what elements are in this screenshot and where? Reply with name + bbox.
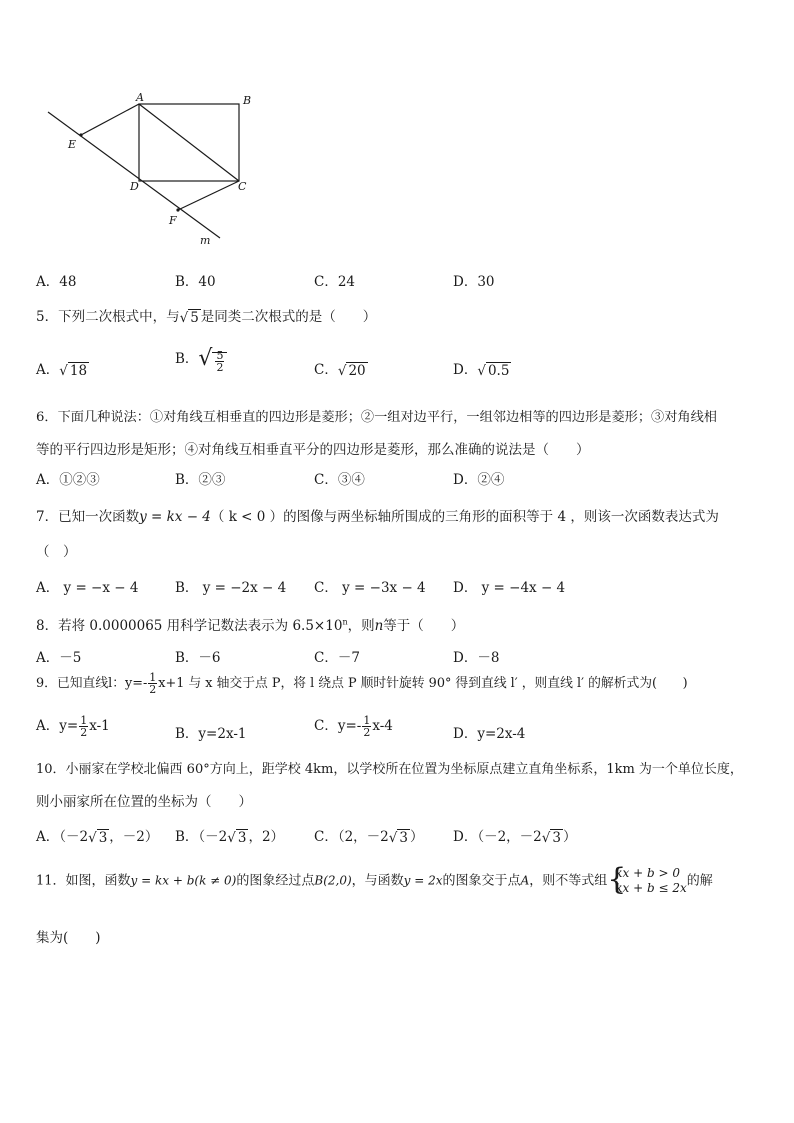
q10-line-2: 则小丽家所在位置的坐标为（ ） <box>36 794 252 810</box>
q4-option-c[interactable]: C．24 <box>314 274 356 290</box>
q5-option-a[interactable]: A．√ 18 <box>36 362 88 379</box>
label-d: D <box>130 180 139 193</box>
q6-option-b[interactable]: B．②③ <box>175 472 226 488</box>
q10-option-d[interactable]: D．（－2，－2√ 3 ） <box>453 829 577 846</box>
q7-option-c[interactable]: C． y = −3x − 4 <box>314 580 426 596</box>
diagonal-ac <box>139 104 239 181</box>
label-c: C <box>238 180 247 193</box>
q9-option-d[interactable]: D．y=2x-4 <box>453 726 526 742</box>
q11-question: 11．如图，函数y = kx + b(k ≠ 0)的图象经过点B(2,0)，与函数y = 2x的图象交于点A，则不等式组 { kx + b > 0 kx + b ≤ 2x 的解 <box>36 862 713 897</box>
q6-option-a[interactable]: A．①②③ <box>36 472 100 488</box>
q8-option-c[interactable]: C．－7 <box>314 650 360 666</box>
segment-ae <box>81 104 139 135</box>
label-f: F <box>169 214 177 227</box>
q6-line-2: 等的平行四边形是矩形；④对角线互相垂直平分的四边形是菱形，那么准确的说法是（ ） <box>36 442 590 458</box>
inequality-system: { kx + b > 0 kx + b ≤ 2x <box>607 862 687 897</box>
geometry-figure <box>40 88 252 248</box>
q6-line-1: 6．下面几种说法：①对角线互相垂直的四边形是菱形；②一组对边平行，一组邻边相等的四边形是菱形；③对角线相 <box>36 410 717 425</box>
label-a: A <box>136 91 144 104</box>
q9-option-c[interactable]: C．y=- $\frac{1}{2}$ x-4 <box>314 714 393 739</box>
q10-option-c[interactable]: C．（2，－2√ 3 ） <box>314 829 424 846</box>
segment-cf <box>178 181 239 210</box>
q5-option-c[interactable]: C．√ 20 <box>314 362 366 379</box>
q5-option-d[interactable]: D．√ 0.5 <box>453 362 510 379</box>
q9-option-a[interactable]: A．y= $\frac{1}{2}$ x-1 <box>36 714 110 739</box>
q5-option-b[interactable]: B．√ $\frac{5}{2}$ <box>175 346 227 373</box>
q4-option-b[interactable]: B．40 <box>175 274 216 290</box>
q8-option-a[interactable]: A．－5 <box>36 650 82 666</box>
q9-question: 9．已知直线l：y=- $\frac{1}{2}$ x+1 与 x 轴交于点 P，将 l 绕点 P 顺时针旋转 90° 得到直线 l′ ，则直线 l′ 的解析式为( ) <box>36 671 688 696</box>
label-b: B <box>243 94 252 107</box>
q10-line-1: 10．小丽家在学校北偏西 60°方向上，距学校 4km，以学校所在位置为坐标原点建立直角坐标系，1km 为一个单位长度， <box>36 762 743 777</box>
q9-option-b[interactable]: B．y=2x-1 <box>175 726 247 742</box>
q4-option-a[interactable]: A．48 <box>36 274 77 290</box>
q4-option-d[interactable]: D．30 <box>453 274 495 290</box>
q7-question: 7．已知一次函数y = kx − 4（ k < 0 ）的图像与两坐标轴所围成的三角形的面积等于 4 ，则该一次函数表达式为 <box>36 509 719 525</box>
q7-option-a[interactable]: A． y = −x − 4 <box>36 580 139 596</box>
q11-line-2: 集为( ) <box>36 930 101 946</box>
q10-option-b[interactable]: B．（－2√ 3 ，2） <box>175 829 285 846</box>
q7-option-d[interactable]: D． y = −4x − 4 <box>453 580 566 596</box>
label-e: E <box>68 138 77 151</box>
q8-question: 8．若将 0.0000065 用科学记数法表示为 $6.5\times 10^n$，则n等于（ ） <box>36 617 465 634</box>
q8-option-d[interactable]: D．－8 <box>453 650 500 666</box>
q10-option-a[interactable]: A．（－2√ 3 ，－2） <box>36 829 159 846</box>
q5-question: 5．下列二次根式中，与√ 5 是同类二次根式的是（ ） <box>36 309 377 326</box>
q6-option-c[interactable]: C．③④ <box>314 472 365 488</box>
label-m: m <box>200 234 211 247</box>
line-m <box>48 112 220 238</box>
q8-option-b[interactable]: B．－6 <box>175 650 221 666</box>
q7-option-b[interactable]: B． y = −2x − 4 <box>175 580 287 596</box>
q7-line-2: （ ） <box>36 544 77 560</box>
q6-option-d[interactable]: D．②④ <box>453 472 505 488</box>
